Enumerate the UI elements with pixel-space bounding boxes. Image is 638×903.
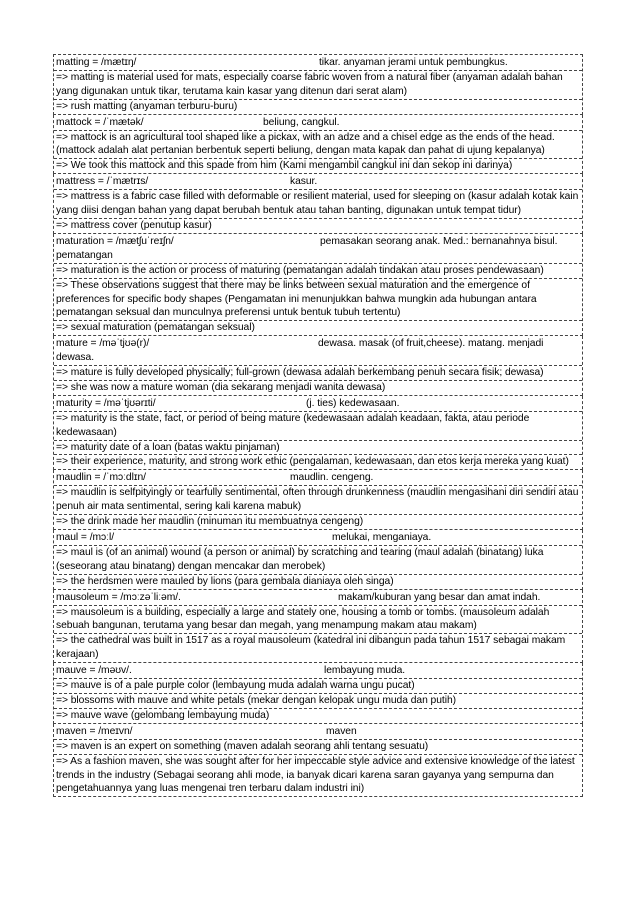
entry-maudlin (53, 470, 583, 530)
example-line: => the herdsmen were mauled by lions (para gembala dianiaya oleh singa) (54, 574, 582, 589)
headword: maturity = /məˈtjʊərɪti/ (56, 397, 156, 409)
example-line: => mattress cover (penutup kasur) (54, 218, 582, 233)
gloss-continuation: dewasa. (56, 352, 95, 364)
headword: mausoleum = /mɔːzəˈliːəm/. (56, 591, 181, 603)
headword: maudlin = /ˈmɔːdlɪn/ (56, 472, 146, 484)
example-line: => their experience, maturity, and strong work ethic (pengalaman, kedewasaan, dan etos kerja mereka yang kuat) (54, 454, 582, 469)
gloss: lembayung muda. (324, 665, 406, 677)
gloss: dewasa. masak (of fruit,cheese). matang. menjadi (318, 338, 544, 350)
gloss: (j. ties) kedewasaan. (306, 397, 400, 409)
entry-maturity (53, 396, 583, 471)
definition-line: => matting is material used for mats, especially coarse fabric woven from a natural fiber (anyaman adalah bahan yang digunakan untuk tikar, terutama kain kasar yang ditenun dari serat alam) (54, 70, 582, 99)
headword: maturation = /mætʃuˈreɪʃn/ (56, 235, 174, 247)
headword: maven = /meɪvn/ (56, 725, 133, 737)
gloss: makam/kuburan yang besar dan amat indah. (338, 591, 541, 603)
example-line: => We took this mattock and this spade from him (Kami mengambil cangkul ini dan sekop ini darinya) (54, 158, 582, 173)
headword: mattress = /ˈmætrɪs/ (56, 176, 149, 188)
example-line: => maturity date of a loan (batas waktu pinjaman) (54, 440, 582, 455)
entry-header (56, 235, 580, 249)
headword: maul = /mɔːl/ (56, 532, 114, 543)
entry-header (56, 531, 580, 545)
definition-line: => maturity is the state, fact, or period of being mature (kedewasaan adalah keadaan, fakta, atau periode kedewasaan) (54, 411, 582, 440)
gloss: pemasakan seorang anak. Med.: bernanahnya bisul. (320, 235, 558, 247)
gloss: maven (326, 725, 357, 737)
entry-header (56, 591, 580, 605)
entry-header (56, 56, 580, 70)
definition-line: => mature is fully developed physically; full-grown (dewasa adalah berkembang penuh secara fisik; dewasa) (54, 365, 582, 380)
gloss: melukai, menganiaya. (332, 532, 432, 543)
definition-line: => maven is an expert on something (maven adalah seorang ahli tentang sesuatu) (54, 739, 582, 754)
gloss: beliung, cangkul. (263, 116, 340, 128)
headword: mauve = /məʊv/. (56, 665, 132, 677)
gloss-continuation: pematangan (56, 249, 113, 261)
headword: mature = /məˈtjʊə(r)/ (56, 338, 150, 350)
definition-line: => maturation is the action or process of maturing (pematangan adalah tindakan atau proses pendewasaan) (54, 263, 582, 278)
entry-matting (53, 54, 583, 115)
example-line: => blossoms with mauve and white petals (mekar dengan kelopak ungu muda dan putih) (54, 693, 582, 708)
entry-maul (53, 530, 583, 590)
definition-line: => mausoleum is a building, especially a large and stately one, housing a tomb or tombs. (mausoleum adalah sebuah bangunan, terutama yang besar dan megah, yang menampung makam atau makam) (54, 605, 582, 634)
example-line: => rush matting (anyaman terburu-buru) (54, 99, 582, 114)
example-line: => sexual maturation (pematangan seksual) (54, 320, 582, 335)
example-line: => the drink made her maudlin (minuman itu membuatnya cengeng) (54, 514, 582, 529)
example-line: => These observations suggest that there may be links between sexual maturation and the emergence of preferences for specific body shapes (Pengamatan ini menunjukkan bahwa mungkin ada hubungan antara pematangan seksual dan munculnya preferensi untuk bentuk tubuh tertentu) (54, 278, 582, 321)
entry-header (56, 397, 580, 411)
example-line: => the cathedral was built in 1517 as a royal mausoleum (katedral ini dibangun pada tahun 1517 sebagai makam kerajaan) (54, 633, 582, 662)
headword: matting = /mætɪŋ/ (56, 57, 137, 68)
definition-line: => maudlin is selfpityingly or tearfully sentimental, often through drunkenness (maudlin mengasihani diri sendiri atau penuh air mata sentimental, sering kali karena mabuk) (54, 485, 582, 514)
entry-header (56, 725, 580, 739)
gloss: maudlin. cengeng. (290, 472, 374, 484)
entry-header (56, 116, 580, 130)
entry-header (56, 664, 580, 678)
entry-header (56, 337, 580, 351)
headword: mattock = /ˈmætək/ (56, 116, 144, 128)
definition-line: => mattress is a fabric case filled with deformable or resilient material, used for sleeping on (kasur adalah kotak kain yang diisi dengan bahan yang dapat berubah bentuk atau tahan banting, digunakan untuk tempat tidur) (54, 189, 582, 218)
entry-maturation (53, 234, 583, 336)
definition-line: => mattock is an agricultural tool shaped like a pickax, with an adze and a chisel edge as the ends of the head. (mattock adalah alat pertanian berbentuk seperti beliung, dengan mata kapak dan pahat di ujung kepalanya) (54, 130, 582, 159)
example-line: => she was now a mature woman (dia sekarang menjadi wanita dewasa) (54, 380, 582, 395)
entry-mature (53, 336, 583, 396)
definition-line: => mauve is of a pale purple color (lembayung muda adalah warna ungu pucat) (54, 678, 582, 693)
entry-mauve (53, 663, 583, 724)
definition-line: => maul is (of an animal) wound (a person or animal) by scratching and tearing (maul adalah (binatang) luka (seseorang atau binatang) dengan mencakar dan merobek) (54, 545, 582, 574)
example-line: => mauve wave (gelombang lembayung muda) (54, 708, 582, 723)
entry-mausoleum (53, 590, 583, 664)
example-line: => As a fashion maven, she was sought after for her impeccable style advice and extensive knowledge of the latest trends in the industry (Sebagai seorang ahli mode, ia banyak dicari karena saran gayanya yang sempurna dan pengetahuannya yang luas mengenai tren terbaru dalam industri ini) (54, 754, 582, 797)
gloss: tikar. anyaman jerami untuk pembungkus. (319, 57, 508, 68)
entry-mattress (53, 174, 583, 234)
entry-mattock (53, 115, 583, 175)
entry-header (56, 471, 580, 485)
entry-maven (53, 724, 583, 798)
entry-header (56, 175, 580, 189)
dictionary-page (53, 54, 583, 797)
gloss: kasur. (290, 176, 318, 188)
